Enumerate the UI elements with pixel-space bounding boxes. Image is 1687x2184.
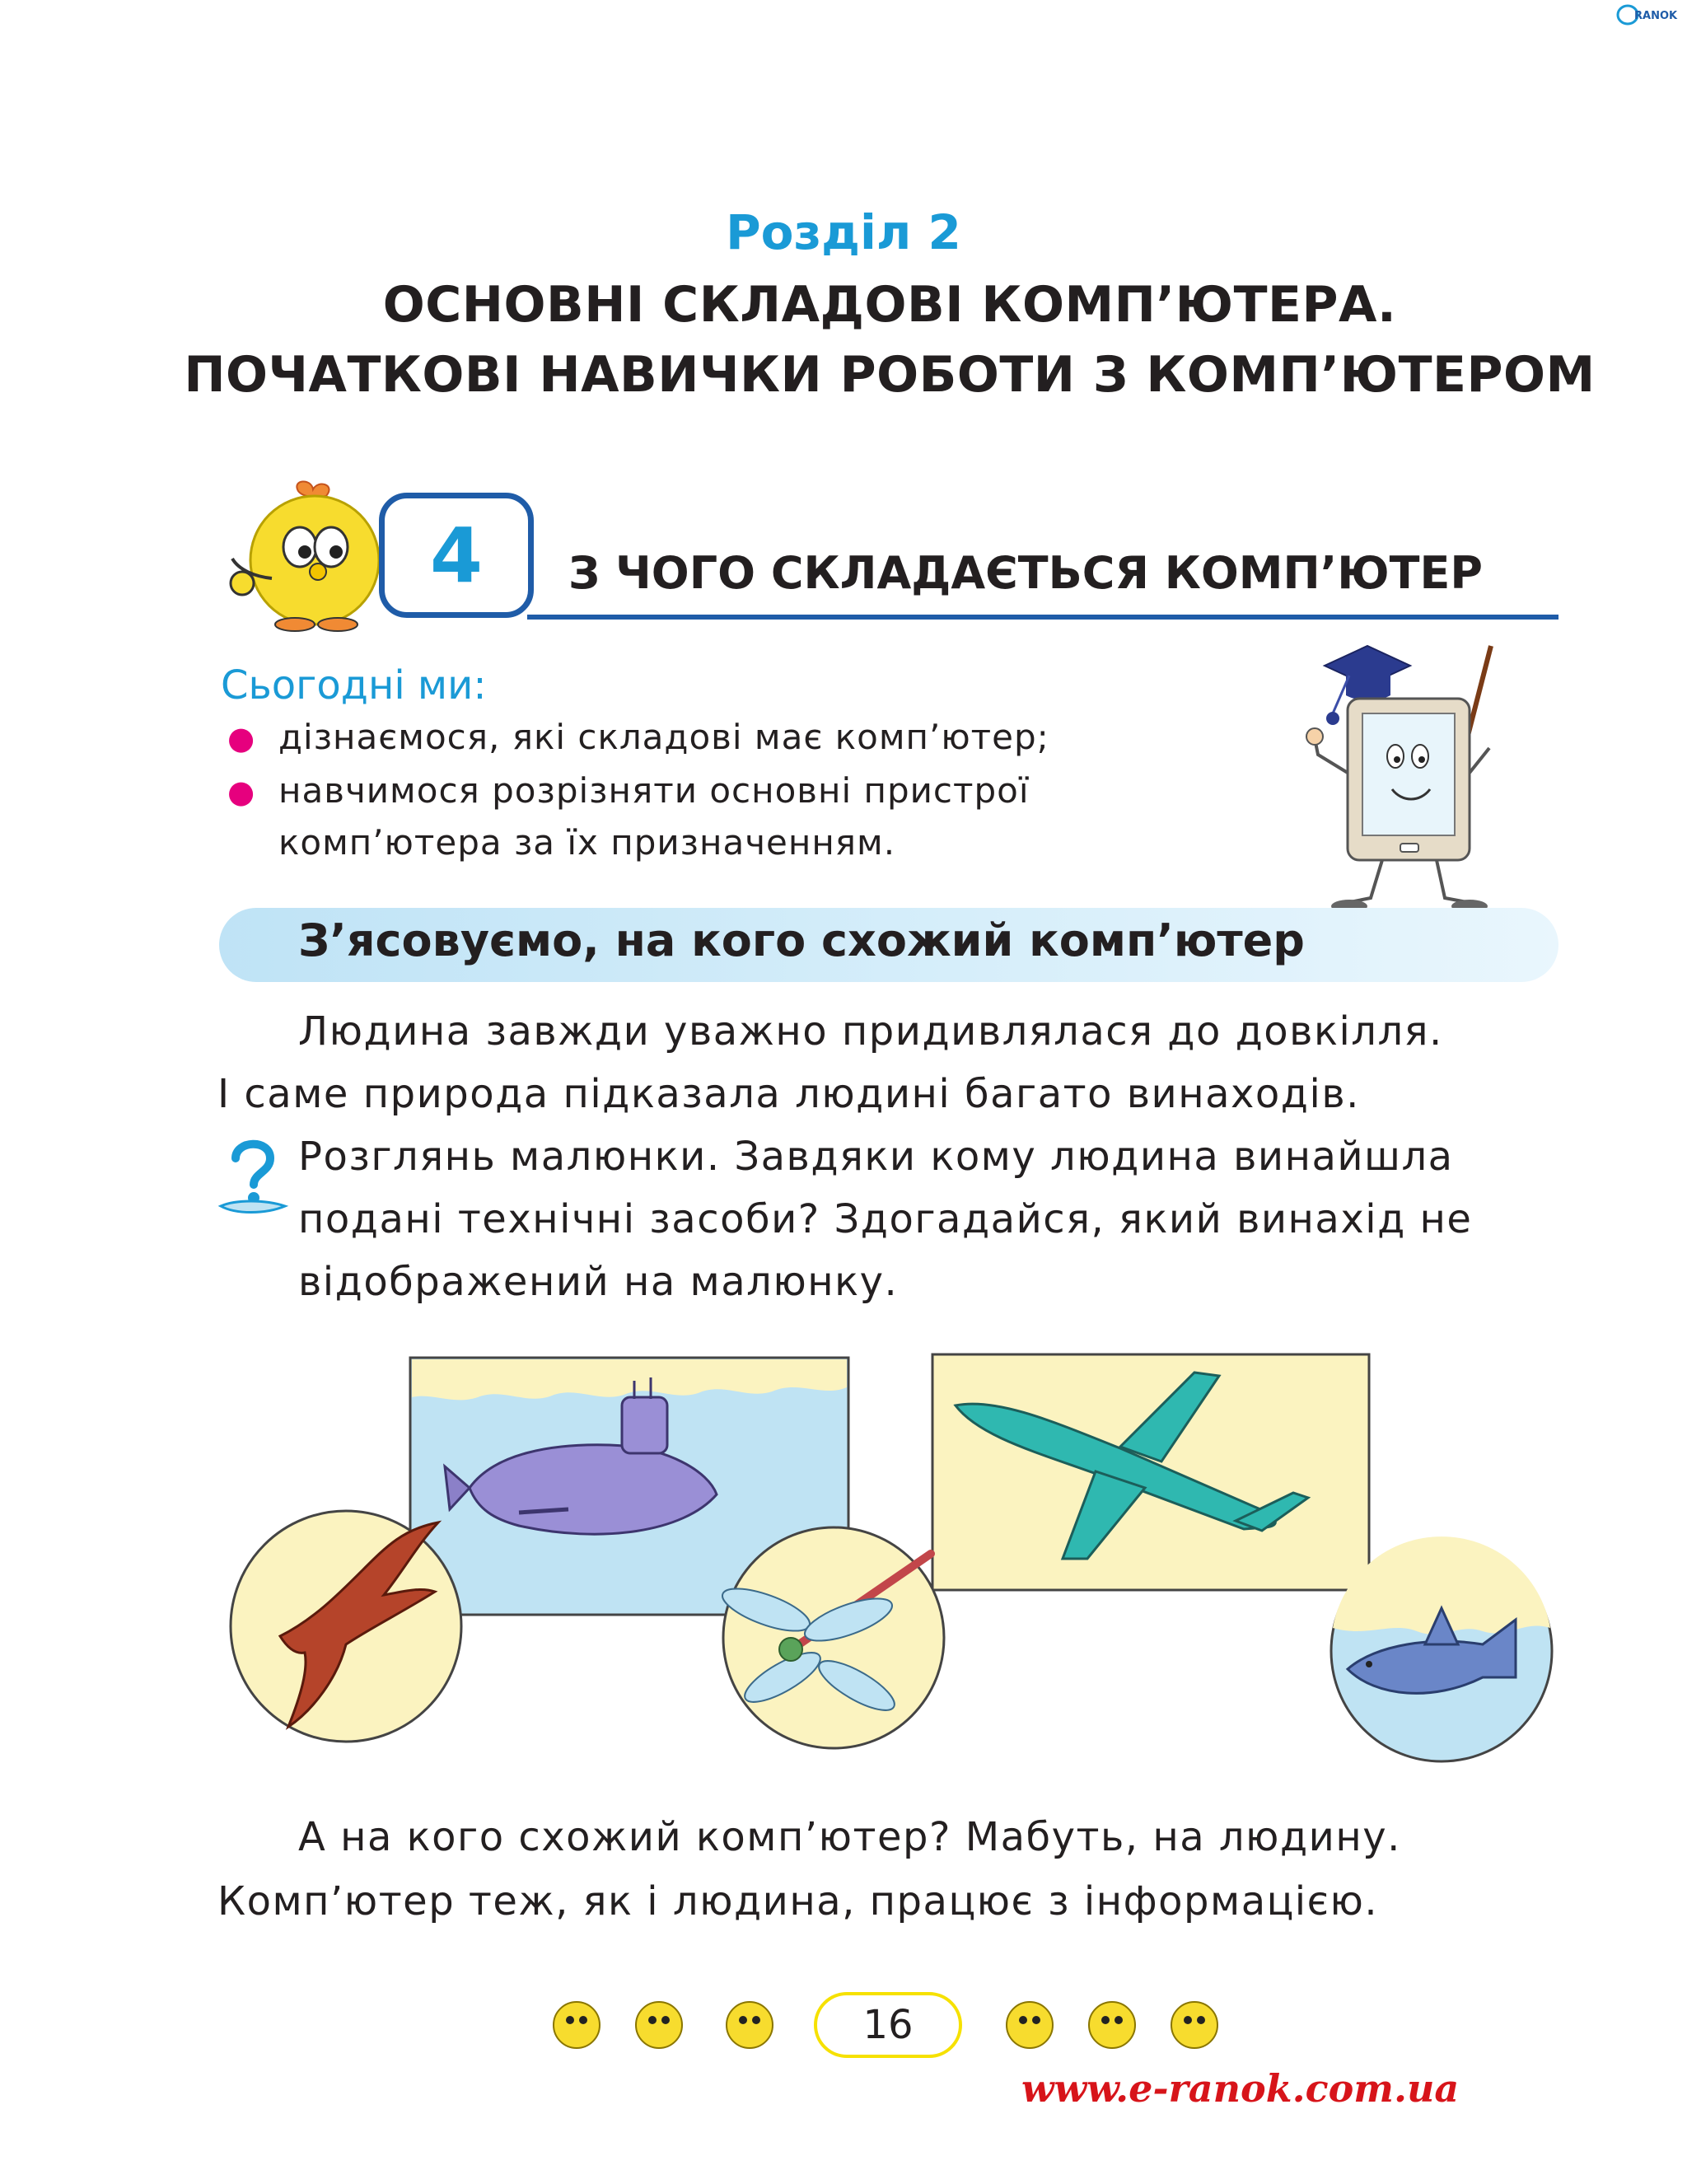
shark-circle: [1331, 1536, 1552, 1761]
publisher-url[interactable]: www.e-ranok.com.ua: [1021, 2066, 1460, 2111]
mascot-icon: [1171, 2002, 1217, 2048]
mascot-icon: [727, 2002, 773, 2048]
airplane-panel: [932, 1354, 1369, 1590]
question-task-icon: [216, 1134, 290, 1216]
paragraph-line: І саме природа підказала людині багато винаходів.: [217, 1071, 1360, 1117]
goal-text: навчимося розрізняти основні пристрої: [278, 770, 1030, 811]
lesson-number-badge: 4: [379, 493, 534, 618]
thinking-mascot-icon: [222, 479, 387, 632]
lesson-title: З ЧОГО СКЛАДАЄТЬСЯ КОМП’ЮТЕР: [568, 547, 1483, 599]
goal-text: дізнаємося, які складові має комп’ютер;: [278, 717, 1049, 757]
paragraph-line: Комп’ютер теж, як і людина, працює з інформацією.: [217, 1878, 1379, 1924]
chapter-title-line2: ПОЧАТКОВІ НАВИЧКИ РОБОТИ З КОМП’ЮТЕРОМ: [184, 346, 1596, 404]
nature-inventions-illustration: [222, 1348, 1557, 1768]
page-number: 16: [814, 1992, 962, 2058]
section-heading: З’ясовуємо, на кого схожий комп’ютер: [298, 914, 1305, 966]
paragraph-line: А на кого схожий комп’ютер? Мабуть, на людину.: [298, 1814, 1401, 1860]
eagle-circle: [231, 1511, 461, 1742]
goal-item: [227, 770, 1030, 811]
chapter-label: Розділ 2: [726, 204, 961, 260]
mascot-icon: [636, 2002, 682, 2048]
title-underline: [527, 615, 1558, 620]
chapter-title-line1: ОСНОВНІ СКЛАДОВІ КОМП’ЮТЕРА.: [382, 276, 1397, 334]
task-line: подані технічні засоби? Здогадайся, який винахід не: [298, 1196, 1473, 1242]
bullet-icon: ●: [227, 720, 256, 756]
paragraph-line: Людина завжди уважно придивлялася до довкілля.: [298, 1008, 1443, 1055]
tablet-teacher-icon: [1300, 641, 1514, 914]
mascot-icon: [1007, 2002, 1053, 2048]
goal-text-continued: комп’ютера за їх призначенням.: [278, 822, 896, 863]
goals-heading: Сьогодні ми:: [221, 662, 487, 709]
task-line: Розглянь малюнки. Завдяки кому людина винайшла: [298, 1134, 1454, 1180]
task-line: відображений на малюнку.: [298, 1259, 899, 1305]
mascot-icon: [554, 2002, 600, 2048]
publisher-logo: [1616, 3, 1685, 26]
publisher-logo-text: RANOK: [1634, 10, 1678, 22]
mascot-icon: [1089, 2002, 1135, 2048]
bullet-icon: ●: [227, 774, 256, 810]
goal-item: [227, 717, 1049, 757]
